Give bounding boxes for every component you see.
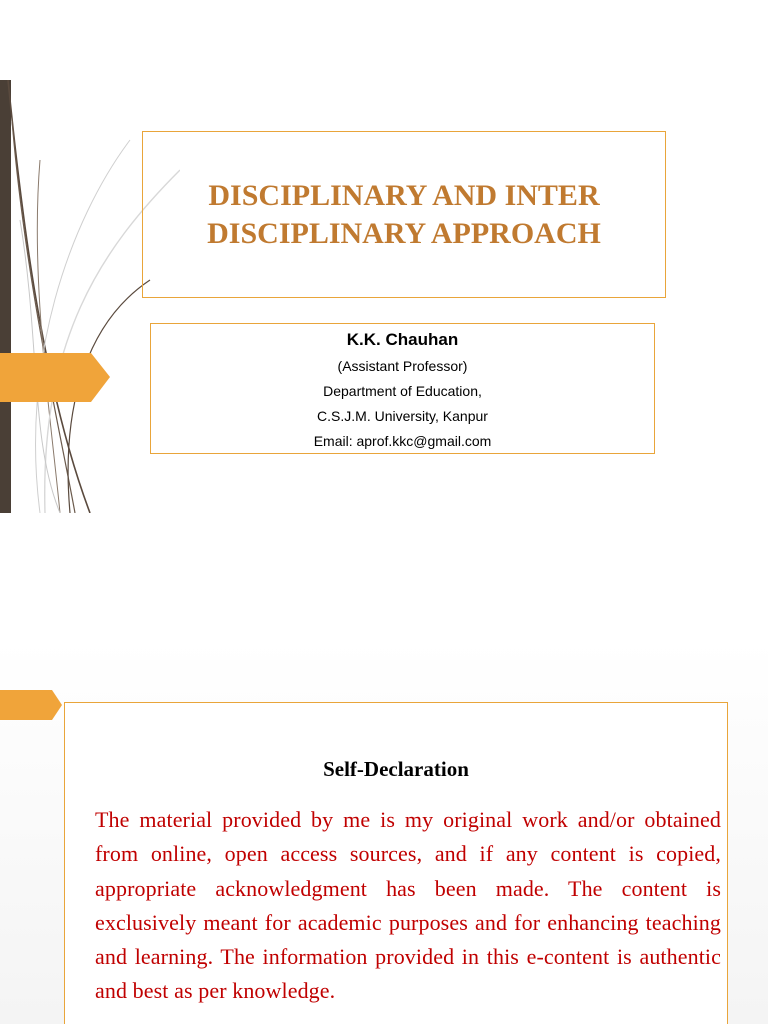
author-university: C.S.J.M. University, Kanpur bbox=[317, 408, 488, 424]
declaration-body: The material provided by me is my original work and/or obtained from online, open access sources, and if any content is copied, appropriate acknowledgment has been made. The content is exclusively meant for academic purposes and for enhancing teaching and learning. The information provided in this e-content is authentic and best as per knowledge. bbox=[95, 807, 721, 1004]
author-email: Email: aprof.kkc@gmail.com bbox=[313, 433, 492, 449]
author-designation: (Assistant Professor) bbox=[337, 358, 468, 374]
slide-title-text: DISCIPLINARY AND INTER DISCIPLINARY APPROACH bbox=[207, 178, 601, 250]
decorative-arrow-tab bbox=[0, 690, 64, 720]
decorative-arrow-tab bbox=[0, 353, 112, 403]
declaration-heading: Self-Declaration bbox=[323, 757, 469, 781]
author-info-box bbox=[150, 323, 655, 454]
declaration-box bbox=[64, 702, 728, 1024]
author-department: Department of Education, bbox=[323, 383, 482, 399]
author-name: K.K. Chauhan bbox=[346, 330, 459, 349]
title-box bbox=[142, 131, 666, 298]
slide-self-declaration bbox=[0, 640, 768, 1024]
